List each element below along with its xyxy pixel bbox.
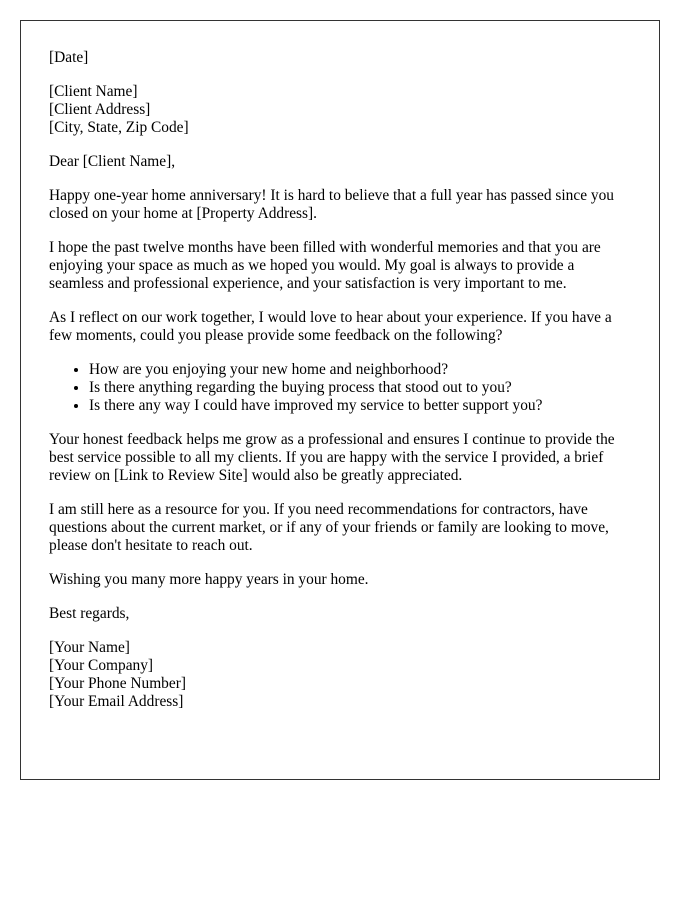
signature-name: [Your Name] xyxy=(49,639,130,656)
feedback-question-list xyxy=(49,361,631,415)
signature-email: [Your Email Address] xyxy=(49,693,184,710)
signature-phone: [Your Phone Number] xyxy=(49,675,186,692)
recipient-address: [Client Address] xyxy=(49,101,151,118)
paragraph-hope: I hope the past twelve months have been filled with wonderful memories and that you are enjoying your space as much as we hoped you would. My goal is always to provide a seamless and professional experience, and your satisfaction is very important to me. xyxy=(49,239,601,292)
paragraph-reflect: As I reflect on our work together, I would love to hear about your experience. If you have a few moments, could you please provide some feedback on the following? xyxy=(49,309,612,344)
feedback-question-item: • How are you enjoying your new home and neighborhood? xyxy=(89,361,631,379)
recipient-block xyxy=(49,83,631,137)
signature-block xyxy=(49,639,631,711)
feedback-question-item: • Is there any way I could have improved my service to better support you? xyxy=(89,397,631,415)
paragraph-anniversary: Happy one-year home anniversary! It is hard to believe that a full year has passed since you closed on your home at [Property Address]. xyxy=(49,187,614,222)
letter-page xyxy=(20,20,660,780)
paragraph-resource: I am still here as a resource for you. If you need recommendations for contractors, have questions about the current market, or if any of your friends or family are looking to move, please don't hesitate to reach out. xyxy=(49,501,609,554)
salutation: Dear [Client Name], xyxy=(49,153,176,170)
recipient-name: [Client Name] xyxy=(49,83,138,100)
signature-company: [Your Company] xyxy=(49,657,154,674)
paragraph-feedback: Your honest feedback helps me grow as a professional and ensures I continue to provide the best service possible to all my clients. If you are happy with the service I provided, a brief review on [Link to Review Site] would also be greatly appreciated. xyxy=(49,431,615,484)
paragraph-wishing: Wishing you many more happy years in your home. xyxy=(49,571,369,588)
feedback-question-item: • Is there anything regarding the buying process that stood out to you? xyxy=(89,379,631,397)
letter-date: [Date] xyxy=(49,49,89,66)
recipient-city: [City, State, Zip Code] xyxy=(49,119,189,136)
closing: Best regards, xyxy=(49,605,130,622)
